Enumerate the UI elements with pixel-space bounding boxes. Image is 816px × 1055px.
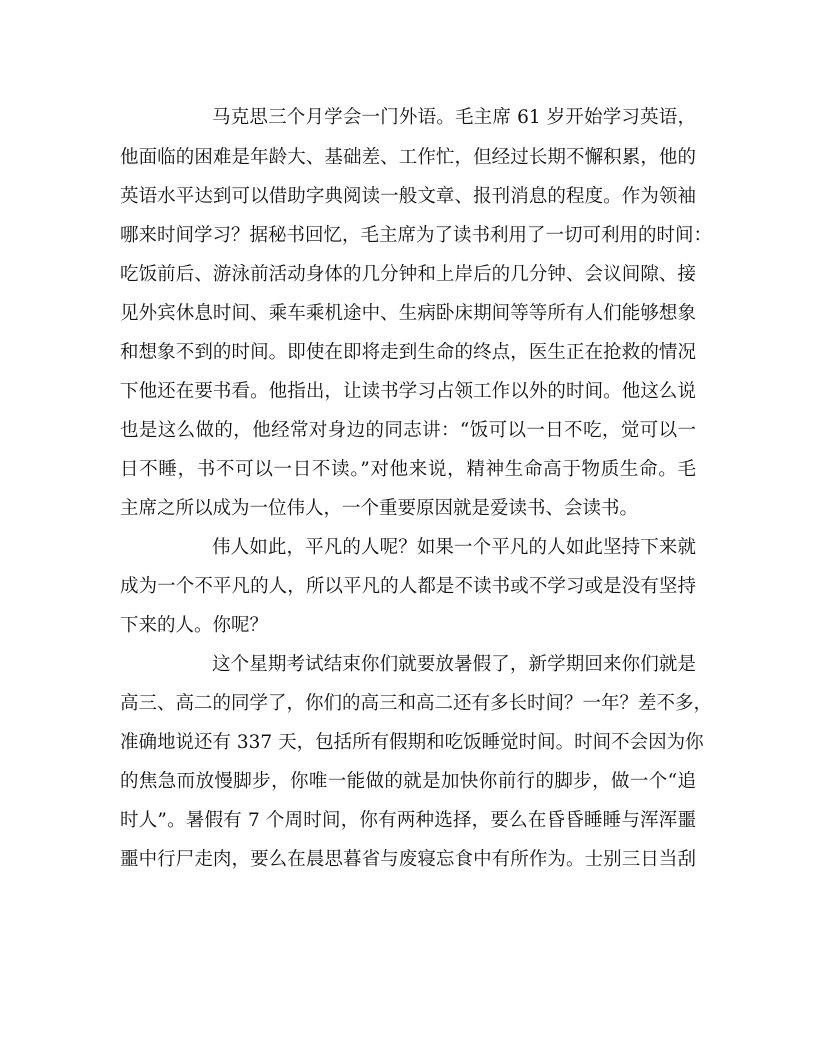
text-line: 哪来时间学习？据秘书回忆，毛主席为了读书利用了一切可利用的时间： — [120, 225, 713, 246]
text-line: 英语水平达到可以借助字典阅读一般文章、报刊消息的程度。作为领袖 — [120, 186, 696, 207]
text-line: 也是这么做的，他经常对身边的同志讲：“饭可以一日不吃，觉可以一 — [120, 420, 696, 441]
text-line: 日不睡，书不可以一日不读。”对他来说，精神生命高于物质生命。毛 — [120, 459, 696, 480]
text-line: 下来的人。你呢？ — [120, 615, 269, 636]
text-line: 伟人如此，平凡的人呢？如果一个平凡的人如此坚持下来就 — [212, 537, 696, 558]
text-line: 高三、高二的同学了，你们的高三和高二还有多长时间？一年？差不多， — [120, 693, 713, 714]
text-line: 成为一个不平凡的人，所以平凡的人都是不读书或不学习或是没有坚持 — [120, 576, 696, 597]
text-line: 吃饭前后、游泳前活动身体的几分钟和上岸后的几分钟、会议间隙、接 — [120, 264, 696, 285]
text-line: 这个星期考试结束你们就要放暑假了，新学期回来你们就是 — [212, 654, 696, 675]
text-line: 的焦急而放慢脚步，你唯一能做的就是加快你前行的脚步，做一个“追 — [120, 771, 696, 792]
text-line: 马克思三个月学会一门外语。毛主席 61 岁开始学习英语， — [212, 107, 696, 128]
text-line: 噩中行尸走肉，要么在晨思暮省与废寝忘食中有所作为。士别三日当刮 — [120, 849, 696, 870]
text-line: 主席之所以成为一位伟人，一个重要原因就是爱读书、会读书。 — [120, 498, 639, 519]
text-line: 见外宾休息时间、乘车乘机途中、生病卧床期间等等所有人们能够想象 — [120, 303, 696, 324]
text-line: 时人”。暑假有 7 个周时间，你有两种选择，要么在昏昏睡睡与浑浑噩 — [120, 810, 696, 831]
text-line: 他面临的困难是年龄大、基础差、工作忙，但经过长期不懈积累，他的 — [120, 147, 696, 168]
text-line: 和想象不到的时间。即使在即将走到生命的终点，医生正在抢救的情况 — [120, 342, 696, 363]
text-line: 准确地说还有 337 天，包括所有假期和吃饭睡觉时间。时间不会因为你 — [120, 732, 704, 753]
text-line: 下他还在要书看。他指出，让读书学习占领工作以外的时间。他这么说 — [120, 381, 696, 402]
